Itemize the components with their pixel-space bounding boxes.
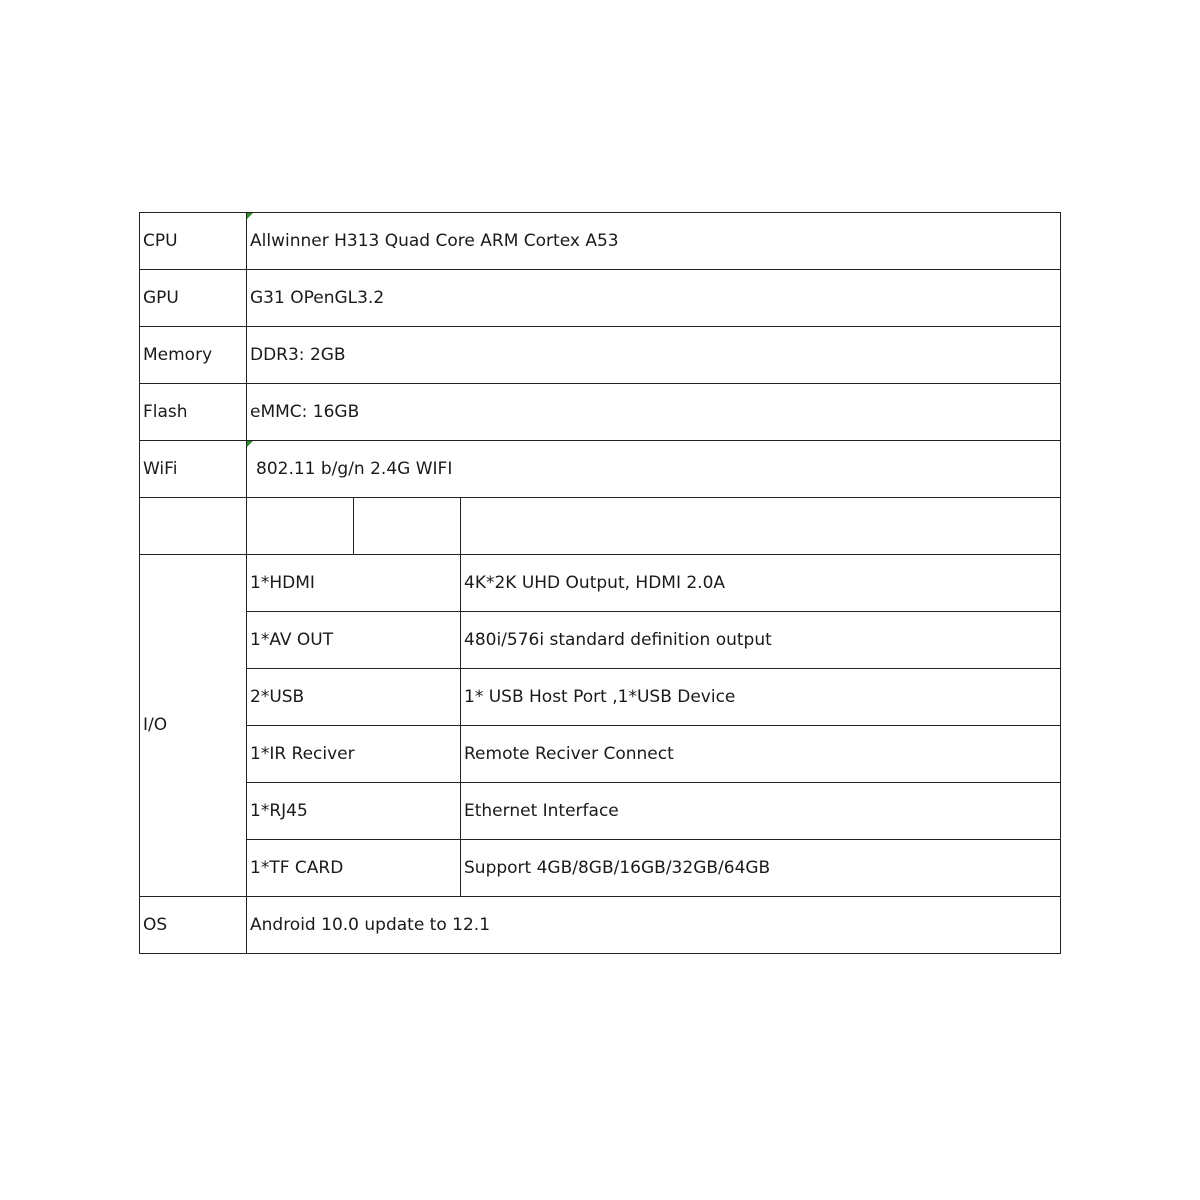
empty-cell [354,498,461,555]
spec-value-gpu: G31 OPenGL3.2 [247,270,1061,327]
spec-value-cpu: Allwinner H313 Quad Core ARM Cortex A53 [247,213,1061,270]
empty-cell [140,498,247,555]
spec-label-flash: Flash [140,384,247,441]
io-detail: Support 4GB/8GB/16GB/32GB/64GB [461,840,1061,897]
io-detail: 1* USB Host Port ,1*USB Device [461,669,1061,726]
io-port: 1*HDMI [247,555,461,612]
empty-cell [461,498,1061,555]
io-row [140,726,1061,783]
spec-label-io: I/O [140,555,247,897]
spec-row-gpu [140,270,1061,327]
io-detail: Remote Reciver Connect [461,726,1061,783]
spec-value-memory: DDR3: 2GB [247,327,1061,384]
spec-row-wifi [140,441,1061,498]
spec-value-os: Android 10.0 update to 12.1 [247,897,1061,954]
spec-table [139,212,1061,954]
spec-row-os [140,897,1061,954]
io-port: 1*IR Reciver [247,726,461,783]
spec-row-empty [140,498,1061,555]
spec-value-flash: eMMC: 16GB [247,384,1061,441]
io-row [140,840,1061,897]
spec-label-wifi: WiFi [140,441,247,498]
io-row [140,669,1061,726]
io-row [140,783,1061,840]
io-port: 1*TF CARD [247,840,461,897]
spec-label-cpu: CPU [140,213,247,270]
io-port: 1*AV OUT [247,612,461,669]
io-detail: Ethernet Interface [461,783,1061,840]
empty-cell [247,498,354,555]
spec-row-flash [140,384,1061,441]
spec-value-wifi: 802.11 b/g/n 2.4G WIFI [247,441,1061,498]
io-detail: 480i/576i standard definition output [461,612,1061,669]
io-detail: 4K*2K UHD Output, HDMI 2.0A [461,555,1061,612]
io-row [140,555,1061,612]
spec-label-memory: Memory [140,327,247,384]
spec-row-memory [140,327,1061,384]
spec-label-os: OS [140,897,247,954]
spec-row-cpu [140,213,1061,270]
io-row [140,612,1061,669]
io-port: 2*USB [247,669,461,726]
spec-label-gpu: GPU [140,270,247,327]
io-port: 1*RJ45 [247,783,461,840]
